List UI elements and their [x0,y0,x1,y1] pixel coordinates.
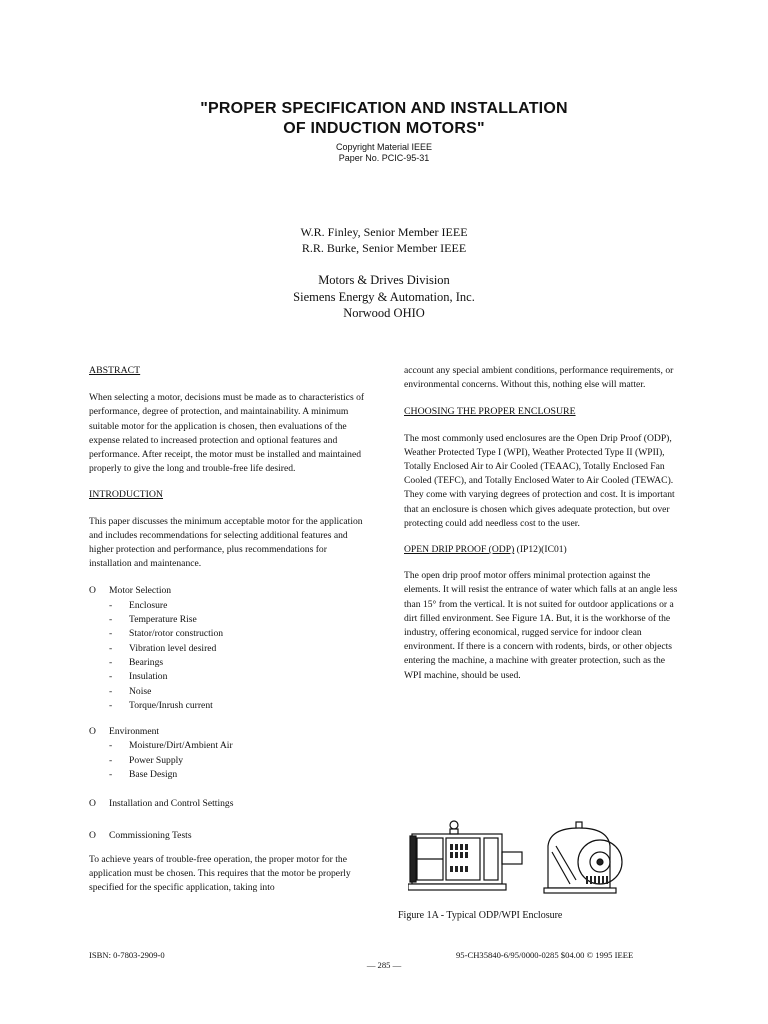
isbn: ISBN: 0-7803-2909-0 [89,950,165,960]
page-number: — 285 — [366,960,402,970]
sub-item: Torque/Inrush current [129,699,213,711]
dash-marker: - [109,671,113,683]
sub-item: Noise [129,685,152,697]
introduction-heading: INTRODUCTION [89,489,164,501]
sub-item: Stator/rotor construction [129,628,224,640]
closing-text: To achieve years of trouble-free operation, the proper motor for the application must be chosen. This requires that the motor be properly specified for the specific application, taking into [89,853,351,894]
author-1: W.R. Finley, Senior Member IEEE [300,225,468,239]
dash-marker: - [109,699,113,711]
publication-code: 95-CH35840-6/95/0000-0285 $04.00 © 1995 IEEE [456,950,634,960]
figure-1a-illustration [408,818,660,896]
sub-item: Bearings [129,656,164,668]
odp-heading-suffix: (IP12)(IC01) [514,544,567,556]
bullet-marker: O [89,726,96,738]
abstract-heading: ABSTRACT [89,365,141,376]
list-item [89,699,369,713]
sub-item: Temperature Rise [129,614,197,626]
copyright-note: Copyright Material IEEE [335,142,433,152]
list-item [89,584,369,598]
abstract-text: When selecting a motor, decisions must be made as to characteristics of performance, degree of protection, and maintainability. A minimum suitable motor for the application is chosen, then evaluations of the expense related to increased protection and optional features and performance. After receipt, the motor must be installed and maintained properly to give the long and trouble-free life desired. [89,392,365,475]
paper-title-line-1: "PROPER SPECIFICATION AND INSTALLATION [200,100,568,117]
sub-item: Insulation [129,671,168,683]
introduction-text: This paper discusses the minimum acceptable motor for the application and includes recommendations for selecting additional features and higher protection and performance, plus recommendations for installation and maintenance. [89,515,363,570]
sub-item: Base Design [129,769,178,780]
dash-marker: - [109,628,113,640]
dash-marker: - [109,656,113,668]
continuation-text: account any special ambient conditions, performance requirements, or environmental concerns. Without this, nothing else will matter. [404,365,674,391]
bullet-marker: O [89,829,96,841]
paper-number: Paper No. PCIC-95-31 [338,153,430,163]
enclosure-heading: CHOOSING THE PROPER ENCLOSURE [404,406,576,418]
sub-item: Vibration level desired [129,642,217,654]
sub-item: Power Supply [129,754,184,766]
list-item [89,670,369,684]
environment-list [89,725,369,782]
list-item [89,754,369,768]
dash-marker: - [109,642,113,654]
dash-marker: - [109,754,113,766]
dash-marker: - [109,740,113,752]
list-item [89,599,369,613]
installation-label: Installation and Control Settings [109,798,234,810]
odp-text: The open drip proof motor offers minimal protection against the elements. It will resist the entrance of water which falls at an angle less than 15° from the vertical. It is not suited for outdoor applications or a dirt filled environment. See Figure 1A. But, it is the workhorse of the industry, offering economical, rugged service for indoor clean environment. If there is a concern with rodents, birds, or other objects entering the machine, a machine with greater protection, such as the WPI machine, should be used. [404,570,678,681]
odp-motor-end-view [544,822,622,893]
bullet-marker: O [89,798,96,810]
author-2: R.R. Burke, Senior Member IEEE [301,241,467,255]
dash-marker: - [109,685,113,697]
figure-caption: Figure 1A - Typical ODP/WPI Enclosure [398,910,563,921]
list-item [89,613,369,627]
affiliation-division: Motors & Drives Division [318,273,450,287]
sub-item: Enclosure [129,599,168,611]
dash-marker: - [109,769,113,780]
environment-label: Environment [109,726,160,738]
odp-heading: OPEN DRIP PROOF (ODP) [404,544,515,556]
commissioning-label: Commissioning Tests [109,829,192,841]
bullet-marker: O [89,585,96,597]
list-item [89,685,369,699]
paper-title-line-2: OF INDUCTION MOTORS" [283,120,485,137]
sub-item: Moisture/Dirt/Ambient Air [129,740,233,752]
motor-selection-list [89,584,369,713]
odp-heading-line [404,543,680,557]
motor-selection-label: Motor Selection [109,585,172,597]
dash-marker: - [109,599,113,611]
list-item [89,642,369,656]
right-column [404,364,680,683]
list-item [89,627,369,641]
list-item [89,797,369,811]
list-item [89,656,369,670]
affiliation-location: Norwood OHIO [343,306,425,320]
left-column [89,364,369,896]
list-item [89,829,369,843]
list-item [89,725,369,739]
affiliation-company: Siemens Energy & Automation, Inc. [293,290,475,304]
dash-marker: - [109,614,113,626]
enclosure-text: The most commonly used enclosures are the Open Drip Proof (ODP), Weather Protected Type I (WPI), Weather Protected Type II (WPII), Totally Enclosed Air to Air Cooled (TEAAC), Totally Enclosed Fan Cooled (TEFC), and Totally Enclosed Water to Air Cooled (TEWAC). They come with varying degrees of protection and cost. It is important that an enclosure is chosen which gives adequate protection, but over protecting could add needless cost to the user. [404,432,675,529]
odp-motor-side-view [408,821,522,890]
list-item [89,739,369,753]
list-item [89,768,369,782]
